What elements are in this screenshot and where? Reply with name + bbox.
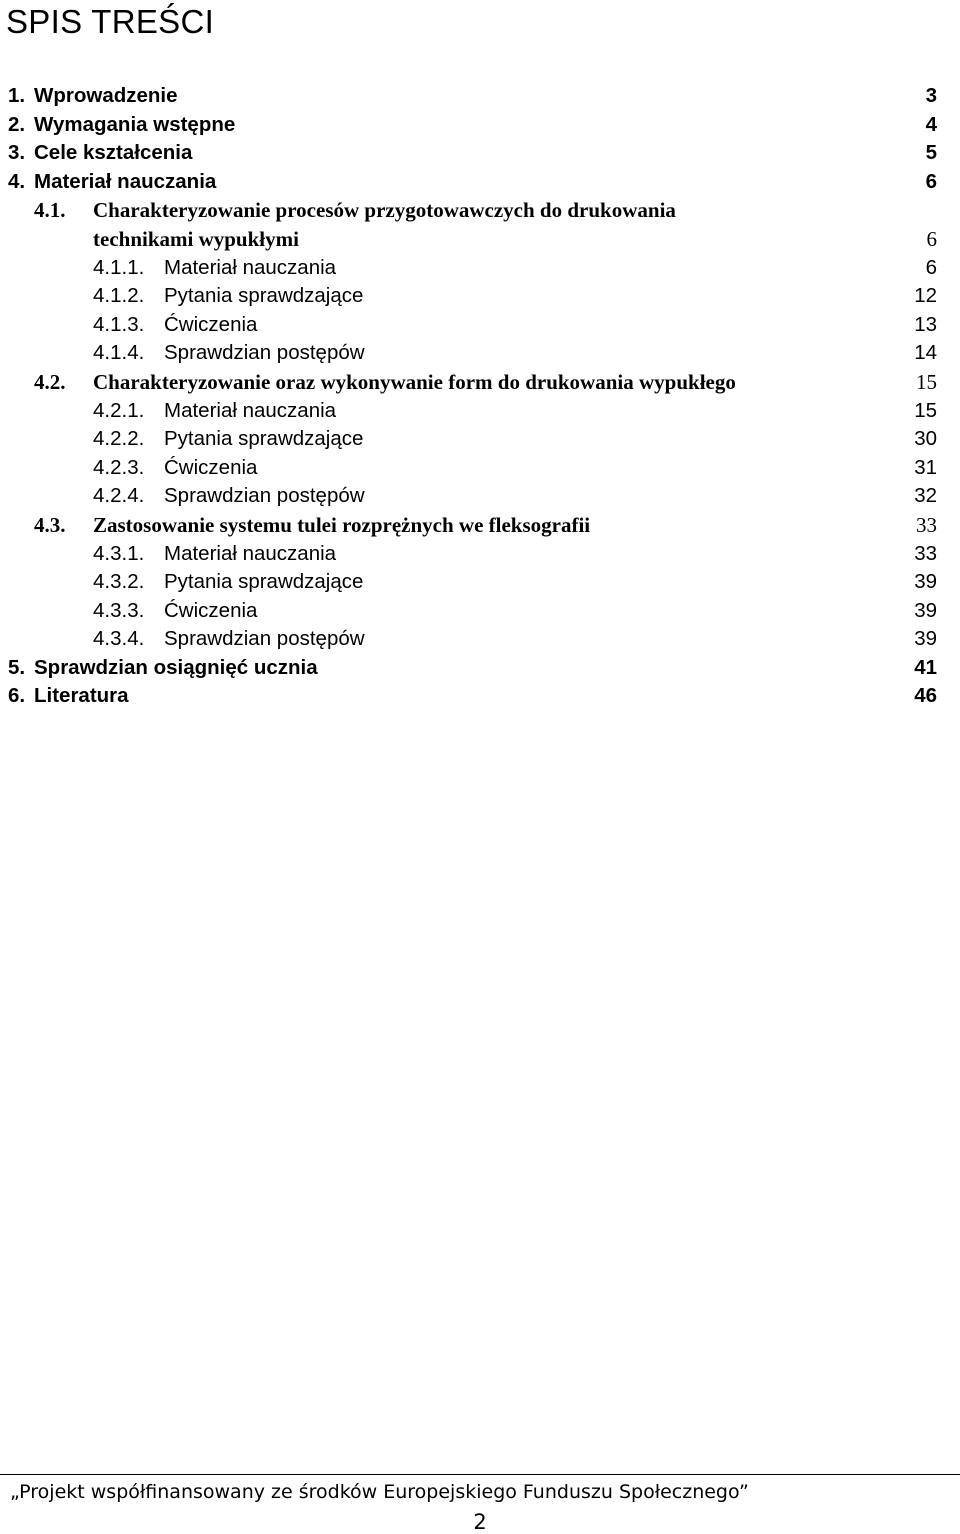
toc-entry-page: 33: [916, 512, 937, 537]
toc-entry[interactable]: [0, 168, 960, 197]
toc-entry-number: 4.2.2.: [93, 427, 145, 451]
toc-entry-label: Literatura: [34, 684, 129, 708]
toc-entry[interactable]: [0, 111, 960, 140]
toc-entry-page: 5: [925, 141, 937, 165]
toc-entry-number: 2.: [8, 112, 26, 136]
toc-entry-label: Materiał nauczania: [164, 541, 337, 565]
toc-entry-number: 4.2.: [34, 369, 66, 394]
toc-entry[interactable]: [0, 225, 960, 254]
toc-entry[interactable]: [0, 139, 960, 168]
toc-entry-page: 15: [914, 398, 937, 422]
toc-entry-label: Wymagania wstępne: [34, 112, 236, 136]
footer-divider: [0, 1474, 960, 1475]
toc-entry-number: 4.3.1.: [93, 541, 145, 565]
toc-entry-page: 4: [925, 112, 937, 136]
toc-entry-label: Sprawdzian osiągnięć ucznia: [34, 655, 318, 679]
table-of-contents: [0, 82, 960, 711]
toc-entry-number: 6.: [8, 684, 26, 708]
toc-entry-number: 4.3.2.: [93, 570, 145, 594]
toc-entry-number: 4.2.1.: [93, 398, 145, 422]
toc-entry-number: 4.1.: [34, 198, 66, 223]
toc-entry[interactable]: [0, 454, 960, 483]
toc-entry[interactable]: [0, 397, 960, 426]
toc-entry-page: 15: [916, 369, 937, 394]
toc-entry-page: 31: [914, 455, 937, 479]
toc-entry[interactable]: [0, 368, 960, 397]
toc-entry[interactable]: [0, 654, 960, 683]
toc-entry-number: 5.: [8, 655, 26, 679]
toc-entry-number: 4.3.3.: [93, 598, 145, 622]
toc-entry[interactable]: [0, 540, 960, 569]
toc-entry-label: Charakteryzowanie oraz wykonywanie form do drukowania wypukłego: [93, 369, 736, 394]
toc-entry[interactable]: [0, 82, 960, 111]
toc-entry-label: Materiał nauczania: [164, 398, 337, 422]
toc-entry-page: 6: [925, 169, 937, 193]
toc-entry[interactable]: [0, 625, 960, 654]
toc-entry-page: 39: [914, 598, 937, 622]
toc-entry-page: 13: [914, 312, 937, 336]
page-title: SPIS TREŚCI: [6, 3, 215, 40]
toc-entry-label: Sprawdzian postępów: [164, 484, 365, 508]
toc-entry[interactable]: [0, 196, 960, 225]
toc-entry-number: 4.1.2.: [93, 284, 145, 308]
toc-entry-page: 6: [925, 255, 937, 279]
toc-entry-label: Materiał nauczania: [164, 255, 337, 279]
toc-entry-page: 39: [914, 570, 937, 594]
toc-entry-number: 3.: [8, 141, 26, 165]
toc-entry[interactable]: [0, 482, 960, 511]
toc-entry-label: Sprawdzian postępów: [164, 627, 365, 651]
toc-entry-page: 14: [914, 341, 937, 365]
toc-entry-number: 4.1.1.: [93, 255, 145, 279]
toc-entry-number: 4.1.3.: [93, 312, 145, 336]
toc-entry[interactable]: [0, 568, 960, 597]
toc-entry-label: Pytania sprawdzające: [164, 284, 364, 308]
toc-entry[interactable]: [0, 254, 960, 283]
toc-entry-page: 39: [914, 627, 937, 651]
toc-entry-page: 41: [914, 655, 937, 679]
toc-entry-label: Sprawdzian postępów: [164, 341, 365, 365]
toc-entry[interactable]: [0, 425, 960, 454]
toc-entry-page: 6: [926, 226, 937, 251]
toc-entry-page: 32: [914, 484, 937, 508]
toc-entry-page: 12: [914, 284, 937, 308]
toc-entry[interactable]: [0, 339, 960, 368]
toc-entry-label: Pytania sprawdzające: [164, 427, 364, 451]
toc-entry[interactable]: [0, 682, 960, 711]
toc-entry-label: Zastosowanie systemu tulei rozprężnych we fleksografii: [93, 512, 591, 537]
toc-entry-label: Cele kształcenia: [34, 141, 193, 165]
toc-entry-number: 4.3.4.: [93, 627, 145, 651]
toc-entry[interactable]: [0, 282, 960, 311]
toc-entry-label: technikami wypukłymi: [93, 226, 299, 251]
toc-entry-page: 30: [914, 427, 937, 451]
page-number: 2: [473, 1510, 487, 1534]
toc-entry-page: 46: [914, 684, 937, 708]
toc-entry-label: Ćwiczenia: [164, 312, 258, 336]
toc-entry-number: 4.2.3.: [93, 455, 145, 479]
toc-entry-page: 33: [914, 541, 937, 565]
toc-entry-number: 4.3.: [34, 512, 66, 537]
toc-entry-label: Charakteryzowanie procesów przygotowawczych do drukowania: [93, 198, 676, 223]
toc-entry[interactable]: [0, 597, 960, 626]
toc-entry-number: 4.: [8, 169, 26, 193]
toc-entry-label: Ćwiczenia: [164, 598, 258, 622]
toc-entry-label: Wprowadzenie: [34, 84, 178, 107]
toc-entry[interactable]: [0, 311, 960, 340]
toc-entry-number: 4.2.4.: [93, 484, 145, 508]
footer-text: „Projekt współfinansowany ze środków Europejskiego Funduszu Społecznego”: [10, 1481, 749, 1503]
toc-entry-number: 1.: [8, 84, 26, 107]
toc-entry[interactable]: [0, 511, 960, 540]
toc-entry-number: 4.1.4.: [93, 341, 145, 365]
toc-entry-page: 3: [925, 84, 937, 107]
toc-entry-label: Ćwiczenia: [164, 455, 258, 479]
toc-entry-label: Materiał nauczania: [34, 169, 217, 193]
toc-entry-label: Pytania sprawdzające: [164, 570, 364, 594]
